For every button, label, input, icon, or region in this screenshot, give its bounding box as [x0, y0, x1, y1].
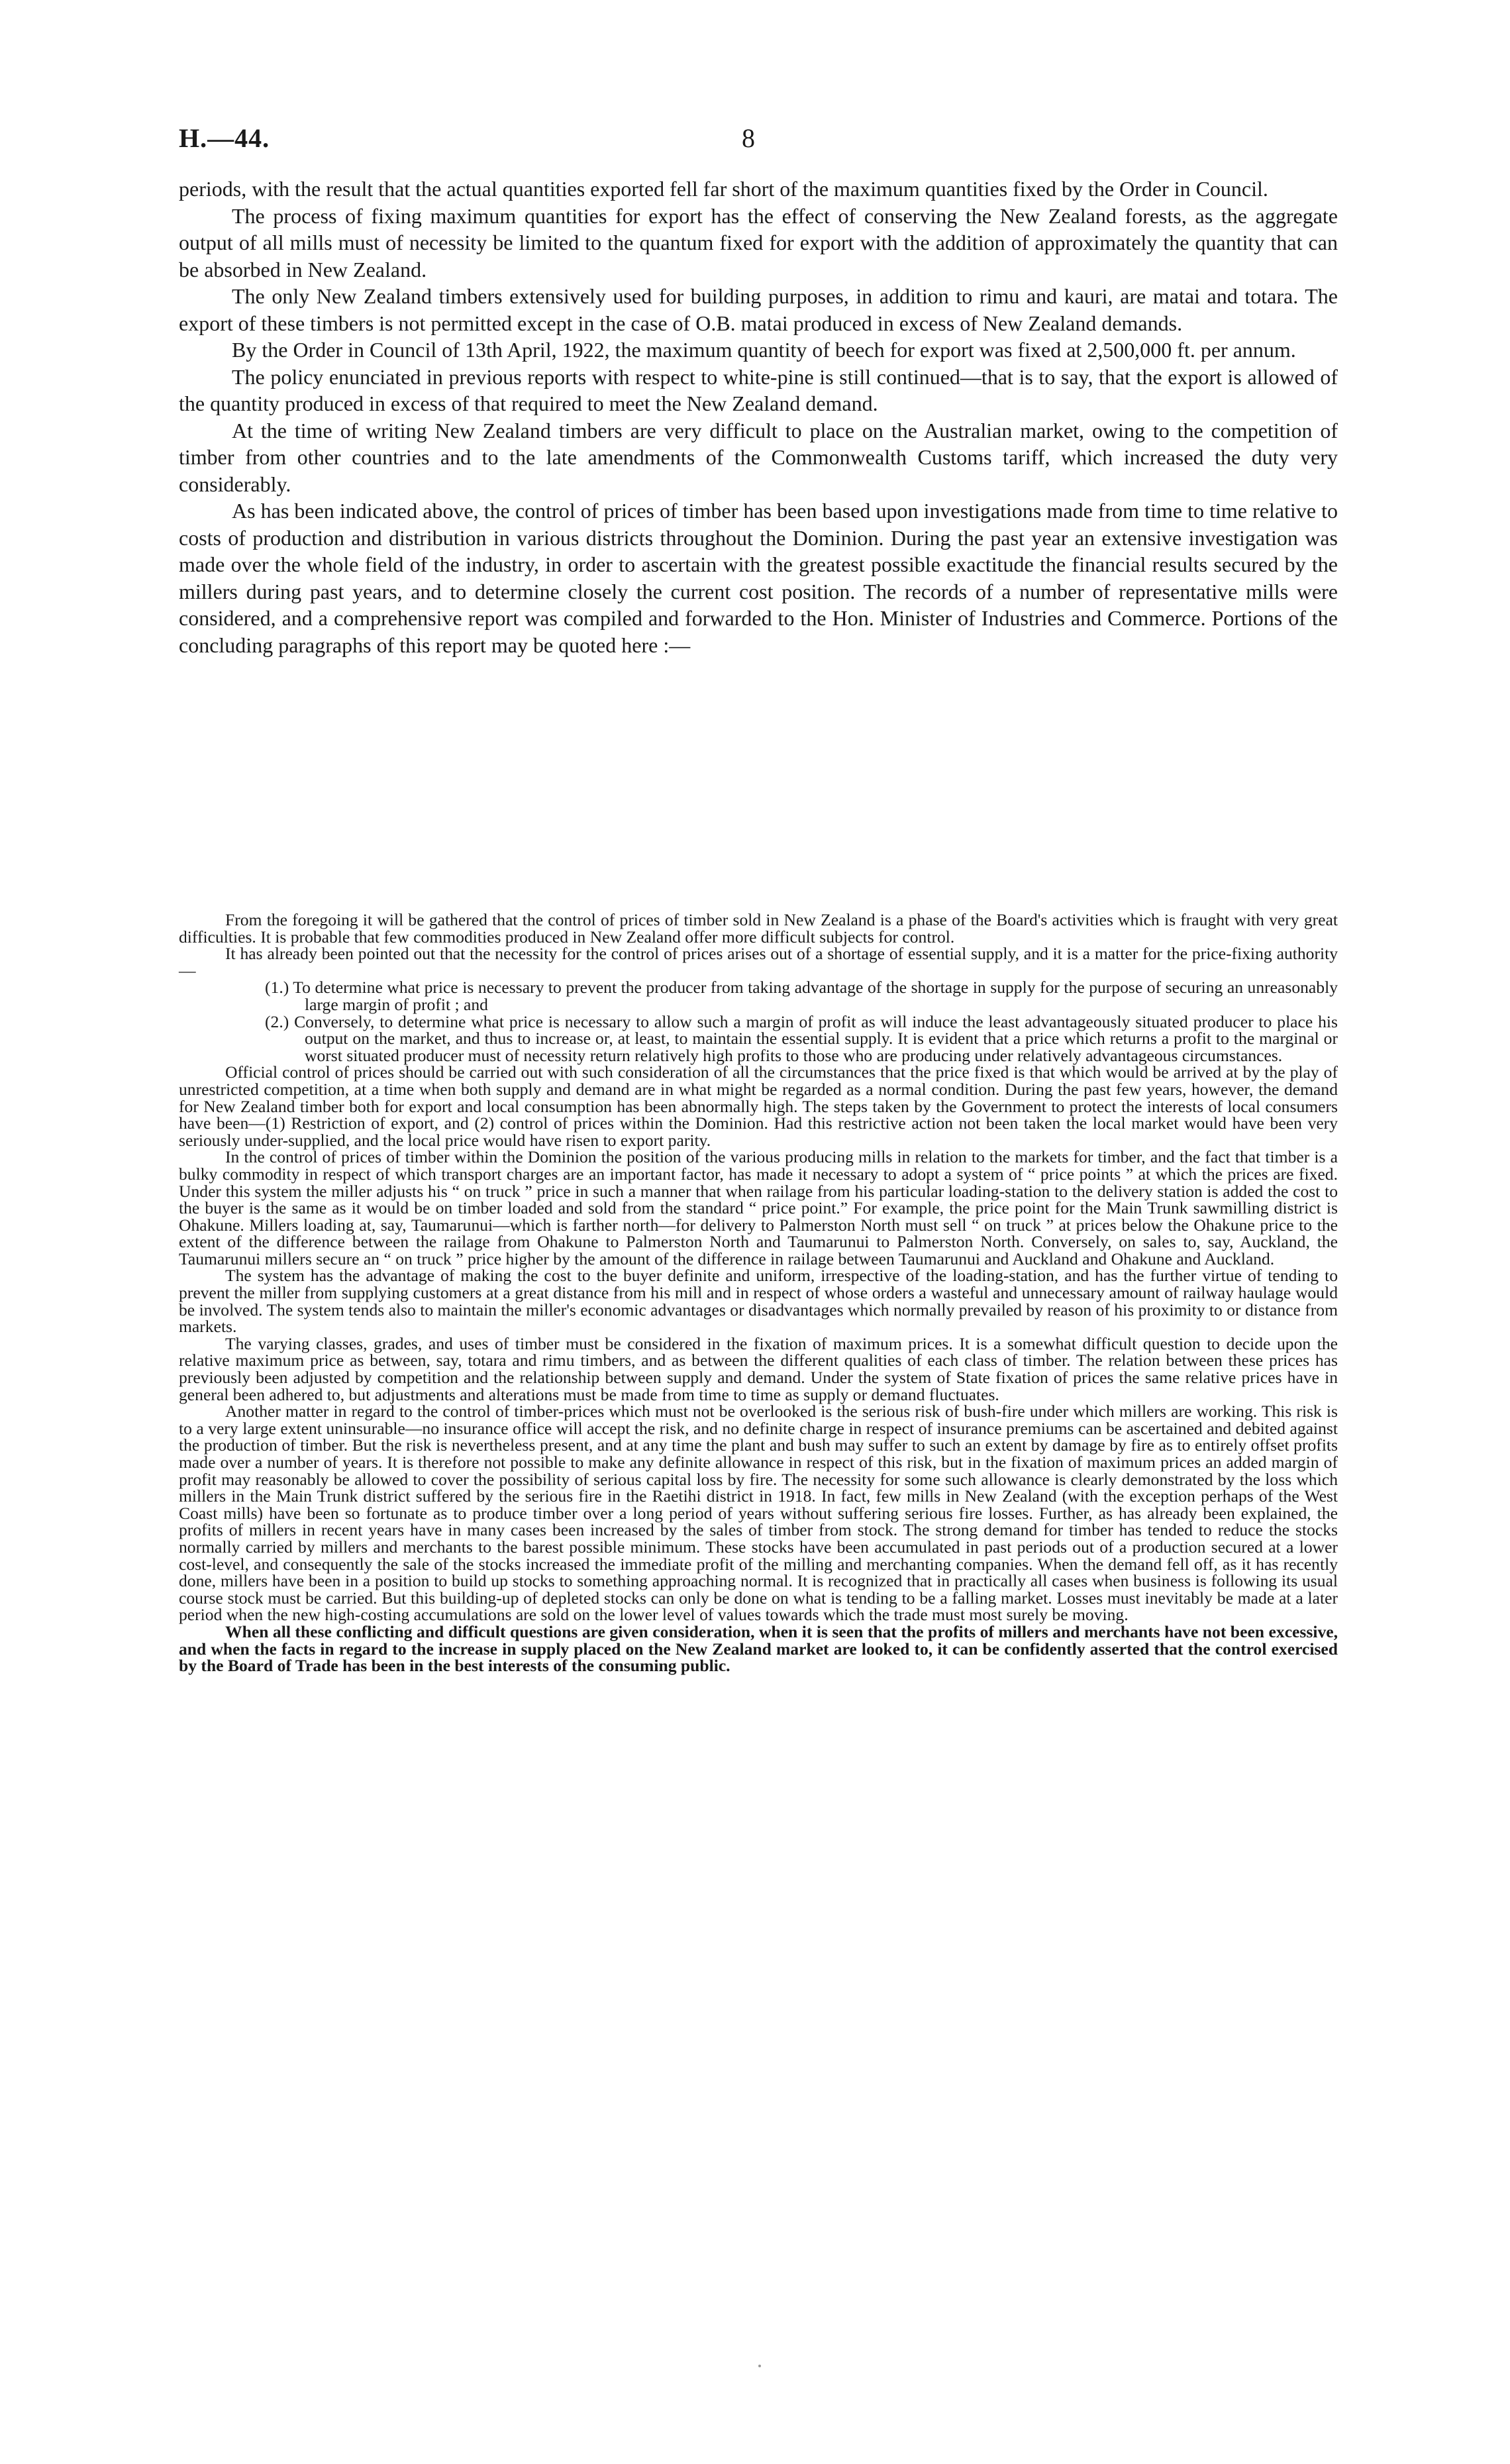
- quote-paragraph-bush-fire: Another matter in regard to the control of timber-prices which must not be overlooked is the serious risk of bush-fire under which millers are working. This risk is to a very large extent uninsurable—no insurance office will accept the risk, and no definite charge in respect of insurance premiums can be ascertained and debited against the production of timber. But the risk is nevertheless present, and at any time the plant and bush may suffer to such an extent by damage by fire as to entirely offset profits made over a number of years. It is therefore not possible to make any definite allowance in respect of this risk, but in the fixation of maximum prices an added margin of profit may reasonably be allowed to cover the possibility of serious capital loss by fire. The necessity for some such allowance is clearly demonstrated by the loss which millers in the Main Trunk district suffered by the serious fire in the Raetihi district in 1918. In fact, few mills in New Zealand (with the exception perhaps of the West Coast mills) have been so fortunate as to produce timber over a long period of years without suffering serious fire losses. Further, as has already been explained, the profits of millers in recent years have in many cases been increased by the sales of timber from stock. The strong demand for timber has tended to reduce the stocks normally carried by millers and merchants to the barest possible minimum. These stocks have been accumulated in past periods out of a production secured at a lower cost-level, and consequently the sale of the stocks increased the immediate profit of the milling and merchanting companies. When the demand fell off, as it has recently done, millers have been in a position to build up stocks to something approaching normal. It is recognized that in practically all cases when business is following its usual course stock must be carried. But this building-up of depleted stocks can only be done on what is tending to be a falling market. Losses must inevitably be made at a later period when the new high-costing accumulations are sold on the lower level of values towards which the trade must most surely be moving.: [179, 1402, 1338, 1625]
- stray-mark: [758, 2365, 761, 2367]
- paragraph-australian-market: At the time of writing New Zealand timbers are very difficult to place on the Australian market, owing to the competition of timber from other countries and to the late amendments of the Commonwealth Customs tariff, which increased the duty very considerably.: [179, 418, 1338, 496]
- quote-paragraph-difficulties: From the foregoing it will be gathered that the control of prices of timber sold in New Zealand is a phase of the Board's activities which is fraught with very great difficulties. It is probable that few commodities produced in New Zealand offer more difficult subjects for control.: [179, 910, 1338, 947]
- paragraph-forest-conservation: The process of fixing maximum quantities for export has the effect of conserving the New Zealand forests, as the aggregate output of all mills must of necessity be limited to the quantum fixed for export with the addition of approximately the quantity that can be absorbed in New Zealand.: [179, 203, 1338, 282]
- paragraph-beech-export: By the Order in Council of 13th April, 1922, the maximum quantity of beech for export was fixed at 2,500,000 ft. per annum.: [232, 338, 1296, 362]
- paragraph-building-timbers: The only New Zealand timbers extensively used for building purposes, in addition to rimu and kauri, are matai and totara. The export of these timbers is not permitted except in the case of O.B. matai produced in excess of New Zealand demands.: [179, 284, 1338, 335]
- quote-paragraph-conclusion: When all these conflicting and difficult questions are given consideration, when it is seen that the profits of millers and merchants have not been excessive, and when the facts in regard to the increase in supply placed on the New Zealand market are looked to, it can be confidently asserted that the control exercised by the Board of Trade has been in the best interests of the consuming public.: [179, 1621, 1338, 1676]
- quoted-report: [179, 911, 1338, 1674]
- paragraph-continuation: periods, with the result that the actual quantities exported fell far short of the maximum quantities fixed by the Order in Council.: [179, 177, 1268, 201]
- paragraph-white-pine: The policy enunciated in previous reports with respect to white-pine is still continued—that is to say, that the export is allowed of the quantity produced in excess of that required to meet the New Zealand demand.: [179, 364, 1338, 415]
- quote-paragraph-system-advantage: The system has the advantage of making the cost to the buyer definite and uniform, irrespective of the loading-station, and has the further virtue of tending to prevent the miller from supplying customers at a great distance from his mill and in respect of whose orders a wasteful and unnecessary amount of railway haulage would be involved. The system tends also to maintain the miller's economic advantages or disadvantages which normally prevailed by reason of his proximity to or distance from markets.: [179, 1266, 1338, 1337]
- page-number: 8: [742, 123, 755, 153]
- quote-paragraph-price-points: In the control of prices of timber within the Dominion the position of the various producing mills in relation to the markets for timber, and the fact that timber is a bulky commodity in respect of which transport charges are an important factor, has made it necessary to adopt a system of “ price points ” at which the prices are fixed. Under this system the miller adjusts his “ on truck ” price in such a manner that when railage from his particular loading-station to the delivery station is added the cost to the buyer is the same as it would be on timber loaded and sold from the standard “ price point.” For example, the price point for the Main Trunk sawmilling district is Ohakune. Millers loading at, say, Taumarunui—which is farther north—for delivery to Palmerston North must sell “ on truck ” at prices below the Ohakune price to the extent of the difference between the railage from Ohakune to Palmerston North and Taumarunui to Palmerston North. Conversely, on sales to, say, Auckland, the Taumarunui millers secure an “ on truck ” price higher by the amount of the difference in railage between Taumarunui and Auckland and Ohakune and Auckland.: [179, 1147, 1338, 1268]
- page-header: [179, 123, 1338, 156]
- paragraph-price-control: As has been indicated above, the control of prices of timber has been based upon investigations made from time to time relative to costs of production and distribution in various districts throughout the Dominion. During the past year an extensive investigation was made over the whole field of the industry, in order to ascertain with the greatest possible exactitude the financial results secured by the millers during past years, and to determine closely the current cost position. The records of a number of representative mills were considered, and a comprehensive report was compiled and forwarded to the Hon. Minister of Industries and Commerce. Portions of the concluding paragraphs of this report may be quoted here :—: [179, 499, 1338, 657]
- quote-list-item-1: (1.) To determine what price is necessary to prevent the producer from taking advantage of the shortage in supply for the purpose of securing an unreasonably large margin of profit ; and: [265, 978, 1338, 1014]
- quote-list-item-2: (2.) Conversely, to determine what price is necessary to allow such a margin of profit as will induce the least advantageously situated producer to place his output on the market, and thus to increase or, at least, to maintain the essential supply. It is evident that a price which returns a profit to the marginal or worst situated producer must of necessity return relatively high profits to those who are producing under relatively advantageous circumstances.: [265, 1011, 1338, 1065]
- quote-paragraph-classes-grades: The varying classes, grades, and uses of timber must be considered in the fixation of maximum prices. It is a somewhat difficult question to decide upon the relative maximum price as between, say, totara and rimu timbers, and as between the different qualities of each class of timber. The relation between these prices has previously been adjusted by competition and the relationship between supply and demand. Under the system of State fixation of prices the same relative prices have in general been adhered to, but adjustments and alterations must be made from time to time as supply or demand fluctuates.: [179, 1333, 1338, 1404]
- quote-paragraph-official-control: Official control of prices should be carried out with such consideration of all the circumstances that the price fixed is that which would be arrived at by the play of unrestricted competition, at a time when both supply and demand are in what might be regarded as a normal condition. During the past few years, however, the demand for New Zealand timber both for export and local consumption has been abnormally high. The steps taken by the Government to protect the interests of local consumers have been—(1) Restriction of export, and (2) control of prices within the Dominion. Had this restrictive action not been taken the local market would have been very seriously under-supplied, and the local price would have risen to export parity.: [179, 1062, 1338, 1150]
- body-text: [179, 176, 1338, 658]
- quote-paragraph-necessity: It has already been pointed out that the necessity for the control of prices arises out of a shortage of essential supply, and it is a matter for the price-fixing authority—: [179, 944, 1338, 980]
- document-reference: H.—44.: [179, 123, 270, 153]
